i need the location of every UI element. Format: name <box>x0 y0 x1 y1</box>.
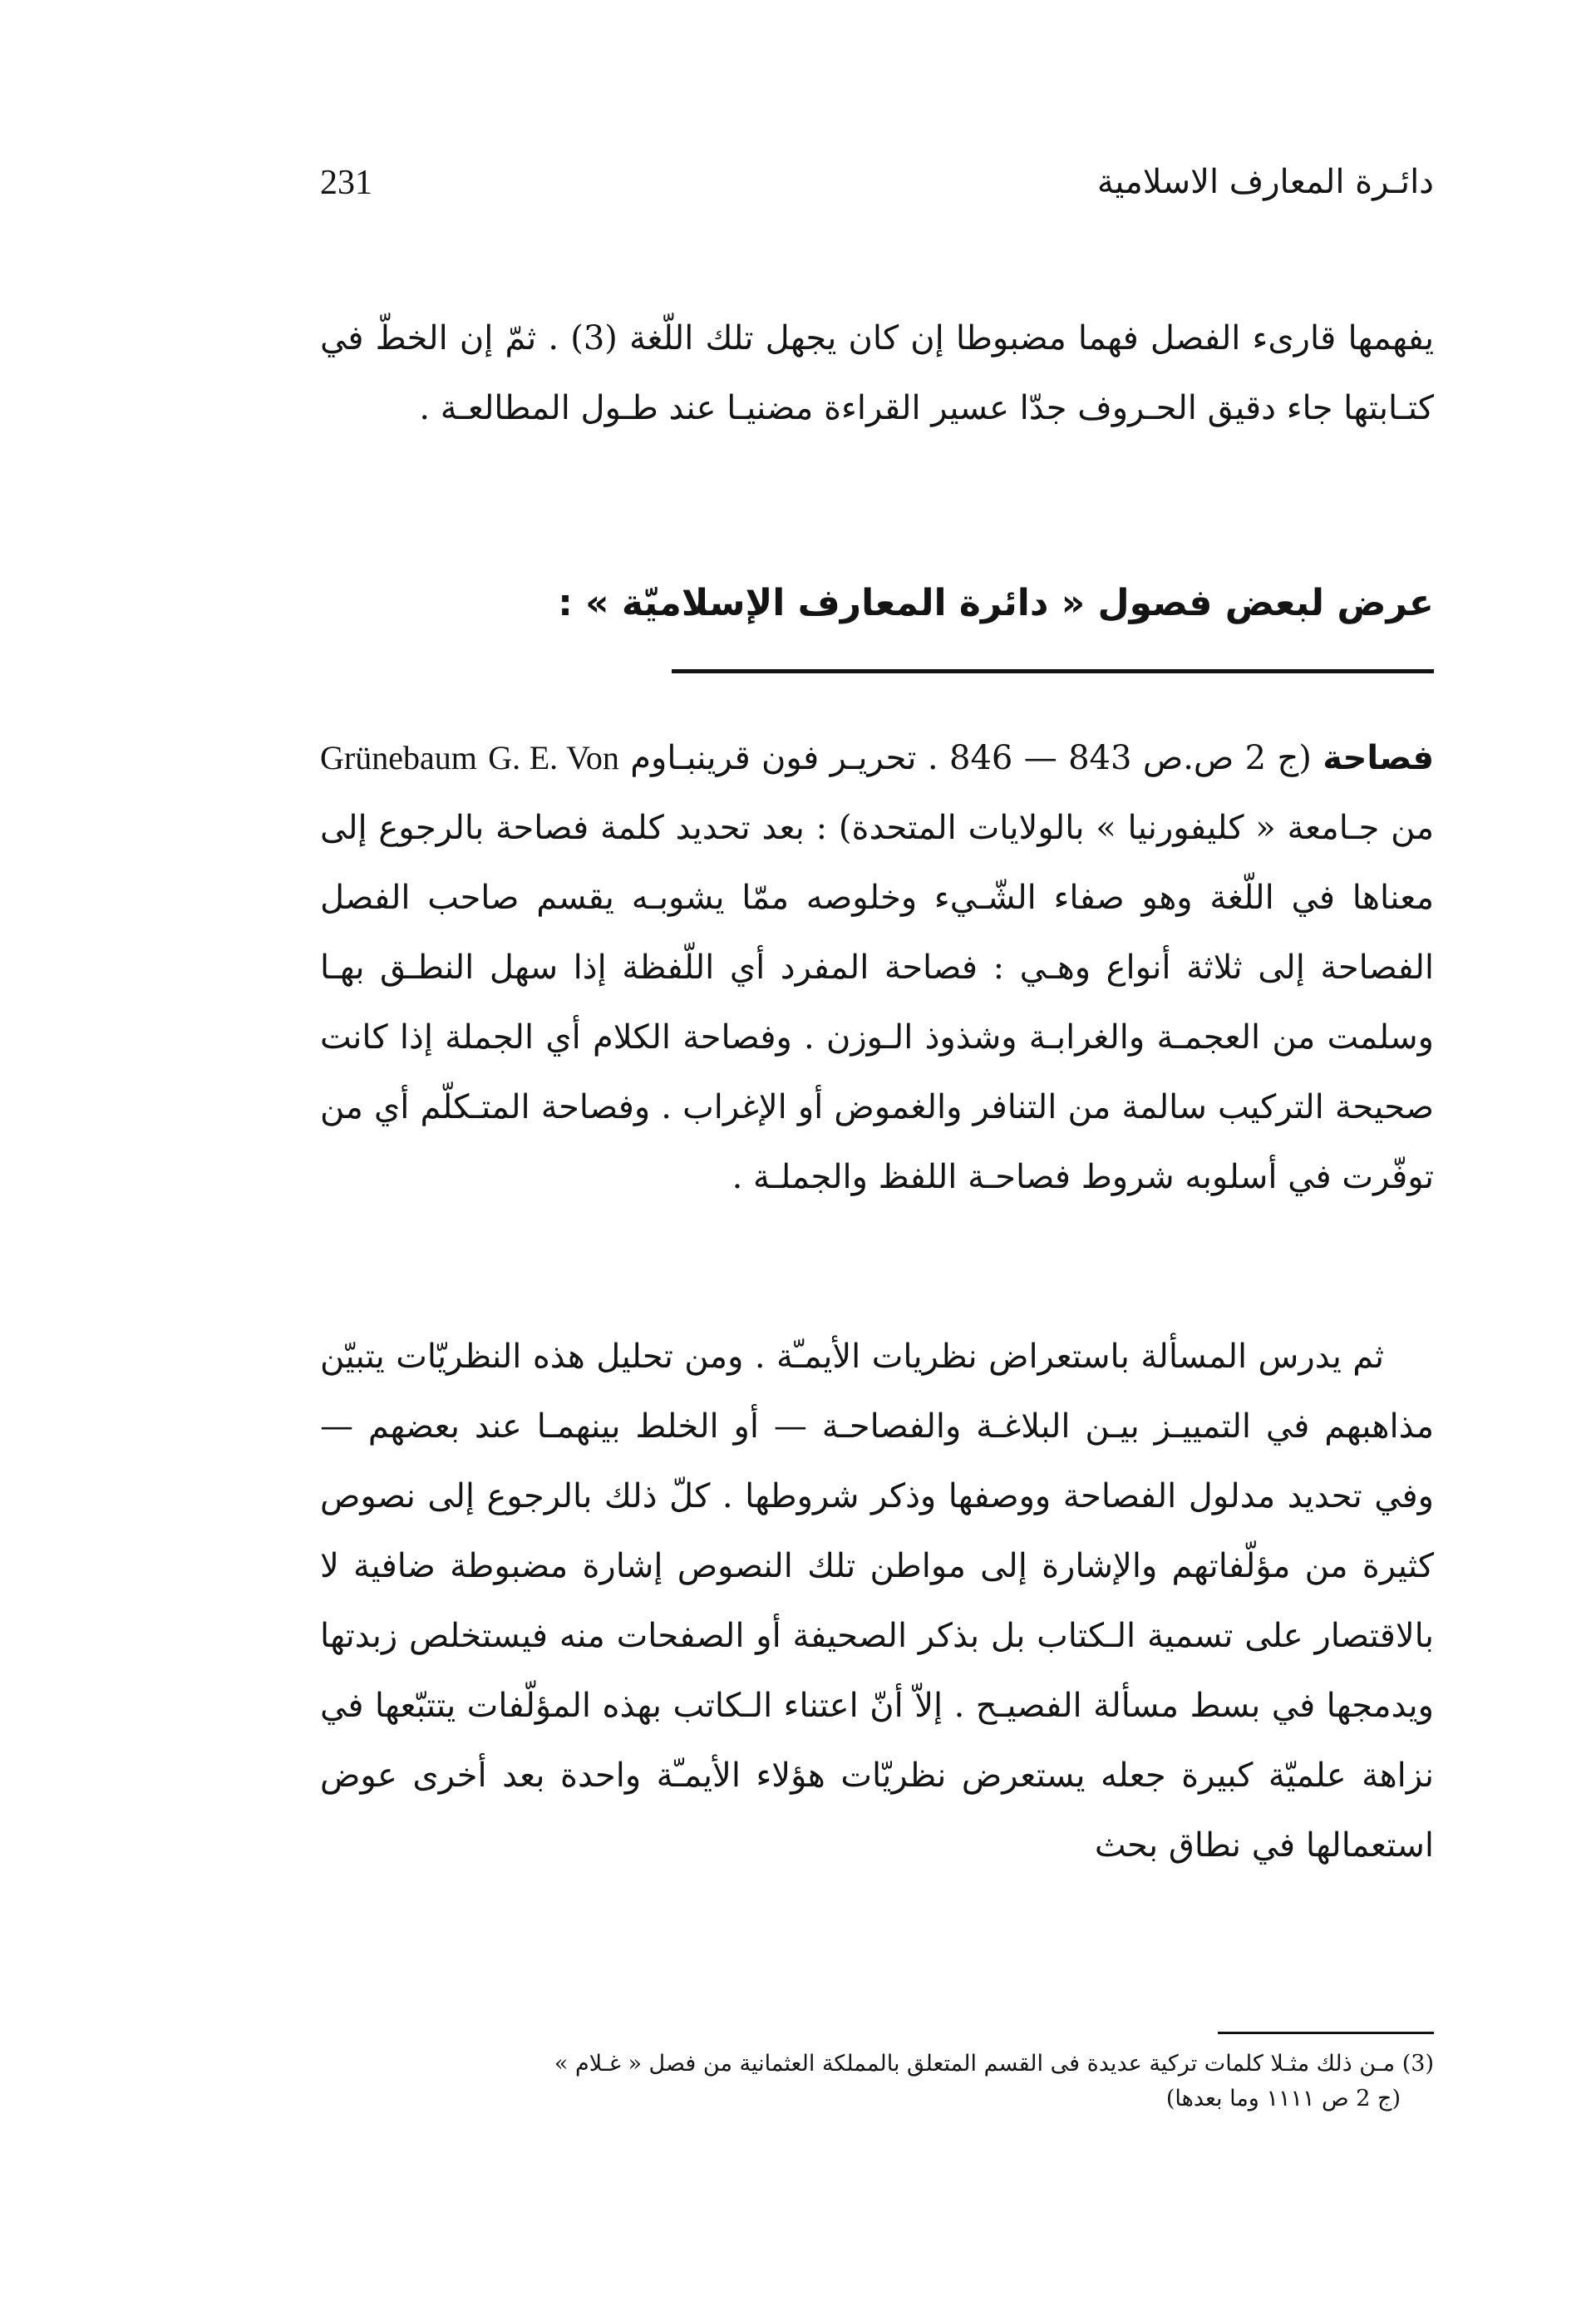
footnote-line-1: (3) مـن ذلك مثـلا كلمات تركية عديدة فى القسم المتعلق بالمملكة العثمانية من فصل « غـلام » <box>554 2051 1434 2077</box>
running-title: دائـرة المعارف الاسلامية <box>1096 163 1434 201</box>
footnote-separator <box>1218 2032 1434 2034</box>
footnote <box>320 2047 1434 2116</box>
running-head <box>320 163 1434 213</box>
paragraph-1: يفهمها قارىء الفصل فهما مضبوطا إن كان يجهل تلك اللّغة (3) . ثمّ إن الخطّ في كتـابتها جاء دقيق الحـروف جدّا عسير القراءة مضنيـا عند طـول المطالعـة . <box>320 319 1434 427</box>
author-name-latin-2: Grünebaum <box>320 739 477 776</box>
author-name-latin-1: G. E. Von <box>488 739 619 776</box>
footnote-line-2: (ج 2 ص ١١١١ وما بعدها) <box>1165 2086 1401 2111</box>
paragraph-2 <box>320 723 1434 1212</box>
entry-summary: من جـامعة « كليفورنيا » بالولايات المتحدة) : بعد تحديد كلمة فصاحة بالرجوع إلى معناها في اللّغة وهو صفاء الشّـيء وخلوصه ممّا يشوبـه يقسم صاحب الفصل الفصاحة إلى ثلاثة أنواع وهـي : فصاحة المفرد أي اللّفظة إذا سهل النطـق بهـا وسلمت من العجمـة والغرابـة وشذوذ الـوزن . وفصاحة الكلام أي الجملة إذا كانت صحيحة التركيب سالمة من التنافر والغموض أو الإغراب . وفصاحة المتـكلّم أي من توفّرت في أسلوبه شروط فصاحـة اللفظ والجملـة . <box>320 809 1434 1196</box>
entry-term: فصاحة <box>1323 739 1435 777</box>
page-number: 231 <box>320 164 372 202</box>
paragraph-3: ثم يدرس المسألة باستعراض نظريات الأيمـّة . ومن تحليل هذه النظريّات يتبيّن مذاهبهم في التمييـز بيـن البلاغـة والفصاحـة — أو الخلط بينهمـا عند بعضهم — وفي تحديد مدلول الفصاحة ووصفها وذكر شروطها . كلّ ذلك بالرجوع إلى نصوص كثيرة من مؤلّفاتهم والإشارة إلى مواطن تلك النصوص إشارة مضبوطة ضافية لا بالاقتصار على تسمية الـكتاب بل بذكر الصحيفة أو الصفحات منه فيستخلص زبدتها ويدمجها في بسط مسألة الفصيـح . إلاّ أنّ اعتناء الـكاتب بهذه المؤلّفات يتتبّعها في نزاهة علميّة كبيرة جعله يستعرض نظريّات هؤلاء الأيمـّة واحدة بعد أخرى عوض استعمالها في نطاق بحث <box>320 1338 1434 1865</box>
heading-underline <box>672 669 1434 673</box>
entry-reference: (ج 2 ص.ص 843 — 846 . تحريـر فون قرينبـاوم <box>630 739 1312 777</box>
section-heading: عرض لبعض فصول « دائرة المعارف الإسلاميّة » : <box>558 582 1434 624</box>
